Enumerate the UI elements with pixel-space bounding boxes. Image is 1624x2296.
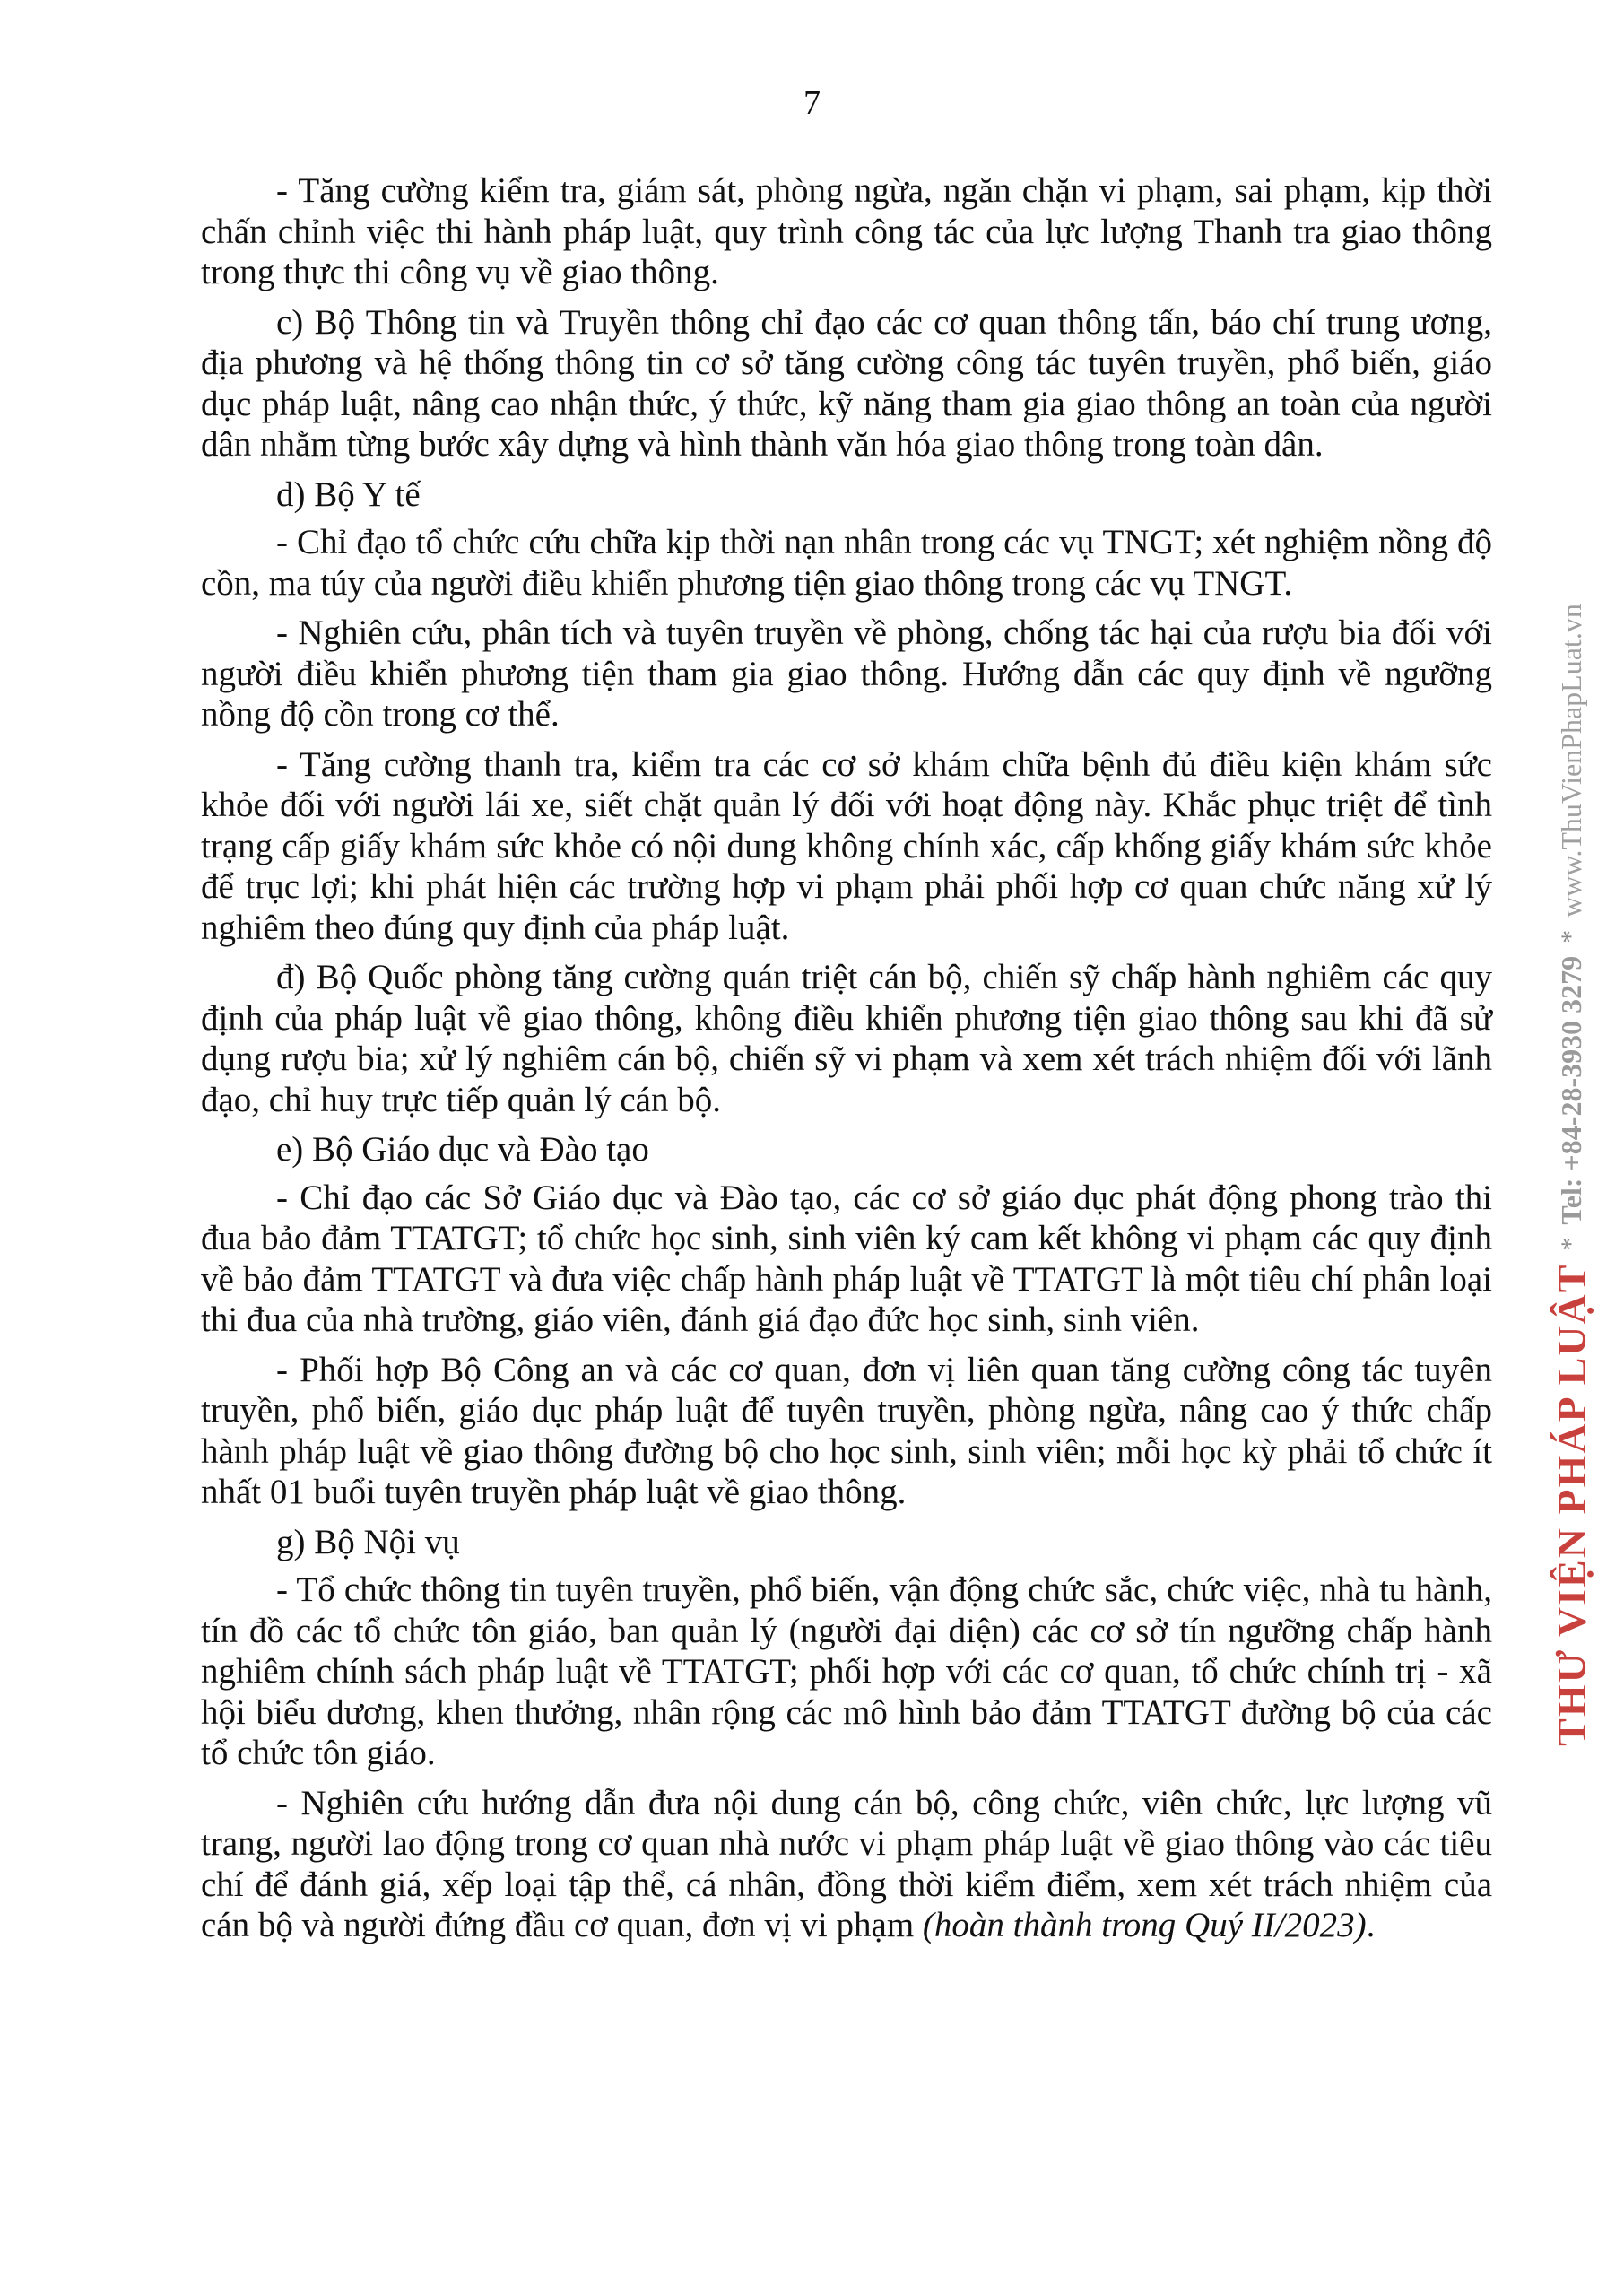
star-icon: *: [1556, 1237, 1585, 1251]
paragraph-inspection: - Tăng cường kiểm tra, giám sát, phòng ngừa, ngăn chặn vi phạm, sai phạm, kịp thời chấn chỉnh việc thi hành pháp luật, quy trình công tác của lực lượng Thanh tra giao thông trong thực thi công vụ về giao thông.: [201, 171, 1492, 291]
paragraph-education-coordination: - Phối hợp Bộ Công an và các cơ quan, đơn vị liên quan tăng cường công tác tuyên truyền, phổ biến, giáo dục pháp luật để tuyên truyền, phòng ngừa, nâng cao ý thức chấp hành pháp luật về giao thông đường bộ cho học sinh, sinh viên; mỗi học kỳ phải tổ chức ít nhất 01 buổi tuyên truyền pháp luật về giao thông.: [201, 1350, 1492, 1511]
document-body: [201, 170, 1492, 1955]
evaluation-ending: .: [1366, 1906, 1376, 1944]
heading-ministry-home-affairs: g) Bộ Nội vụ: [276, 1522, 460, 1561]
paragraph-home-affairs-religion: - Tổ chức thông tin tuyên truyền, phổ biến, vận động chức sắc, chức việc, nhà tu hành, tín đồ các tổ chức tôn giáo, ban quản lý (người đại diện) các cơ sở tín ngưỡng chấp hành nghiêm chính sách pháp luật về TTATGT; phối hợp với các cơ quan, tổ chức chính trị - xã hội biểu dương, khen thưởng, nhân rộng các mô hình bảo đảm TTATGT đường bộ của các tổ chức tôn giáo.: [201, 1570, 1492, 1772]
watermark-brand: THƯ VIỆN PHÁP LUẬT: [1548, 1263, 1594, 1746]
side-watermark: [1526, 466, 1616, 1883]
heading-ministry-education: e) Bộ Giáo dục và Đào tạo: [276, 1130, 649, 1169]
watermark-phone: Tel: +84-28-3930 3279: [1554, 955, 1587, 1225]
paragraph-ministry-defense: đ) Bộ Quốc phòng tăng cường quán triệt cán bộ, chiến sỹ chấp hành nghiêm các quy định của pháp luật về giao thông, không điều khiển phương tiện giao thông sau khi đã sử dụng rượu bia; xử lý nghiêm cán bộ, chiến sỹ vi phạm và xem xét trách nhiệm đối với lãnh đạo, chỉ huy trực tiếp quản lý cán bộ.: [201, 958, 1492, 1119]
paragraph-education-campaign: - Chỉ đạo các Sở Giáo dục và Đào tạo, các cơ sở giáo dục phát động phong trào thi đua bảo đảm TTATGT; tổ chức học sinh, sinh viên ký cam kết không vi phạm các quy định về bảo đảm TTATGT và đưa việc chấp hành pháp luật về TTATGT là một tiêu chí phân loại thi đua của nhà trường, giáo viên, đánh giá đạo đức học sinh, sinh viên.: [201, 1178, 1492, 1339]
heading-ministry-health: d) Bộ Y tế: [276, 474, 421, 514]
star-icon: *: [1556, 929, 1585, 944]
page-number: 7: [803, 84, 821, 122]
watermark-url: www.ThuVienPhapLuat.vn: [1554, 604, 1587, 918]
paragraph-health-alcohol: - Nghiên cứu, phân tích và tuyên truyền về phòng, chống tác hại của rượu bia đối với người điều khiển phương tiện tham gia giao thông. Hướng dẫn các quy định về ngưỡng nồng độ cồn trong cơ thể.: [201, 613, 1492, 734]
deadline-note: (hoàn thành trong Quý II/2023): [922, 1906, 1367, 1944]
paragraph-health-checkups: - Tăng cường thanh tra, kiểm tra các cơ sở khám chữa bệnh đủ điều kiện khám sức khỏe đối với người lái xe, siết chặt quản lý đối với hoạt động này. Khắc phục triệt để tình trạng cấp giấy khám sức khỏe có nội dung không chính xác, cấp khống giấy khám sức khỏe để trục lợi; khi phát hiện các trường hợp vi phạm phải phối hợp cơ quan chức năng xử lý nghiêm theo đúng quy định của pháp luật.: [201, 744, 1492, 947]
paragraph-ministry-information: c) Bộ Thông tin và Truyền thông chỉ đạo các cơ quan thông tấn, báo chí trung ương, địa phương và hệ thống thông tin cơ sở tăng cường công tác tuyên truyền, phổ biến, giáo dục pháp luật, nâng cao nhận thức, ý thức, kỹ năng tham gia giao thông an toàn của người dân nhằm từng bước xây dựng và hình thành văn hóa giao thông trong toàn dân.: [201, 302, 1492, 464]
paragraph-home-affairs-evaluation: [201, 1783, 1492, 1946]
evaluation-text: - Nghiên cứu hướng dẫn đưa nội dung cán bộ, công chức, viên chức, lực lượng vũ trang, người lao động trong cơ quan nhà nước vi phạm pháp luật về giao thông vào các tiêu chí để đánh giá, xếp loại tập thể, cá nhân, đồng thời kiểm điểm, xem xét trách nhiệm của cán bộ và người đứng đầu cơ quan, đơn vị vi phạm: [201, 1783, 1492, 1944]
paragraph-health-rescue: - Chỉ đạo tổ chức cứu chữa kịp thời nạn nhân trong các vụ TNGT; xét nghiệm nồng độ cồn, ma túy của người điều khiển phương tiện giao thông trong các vụ TNGT.: [201, 523, 1492, 603]
